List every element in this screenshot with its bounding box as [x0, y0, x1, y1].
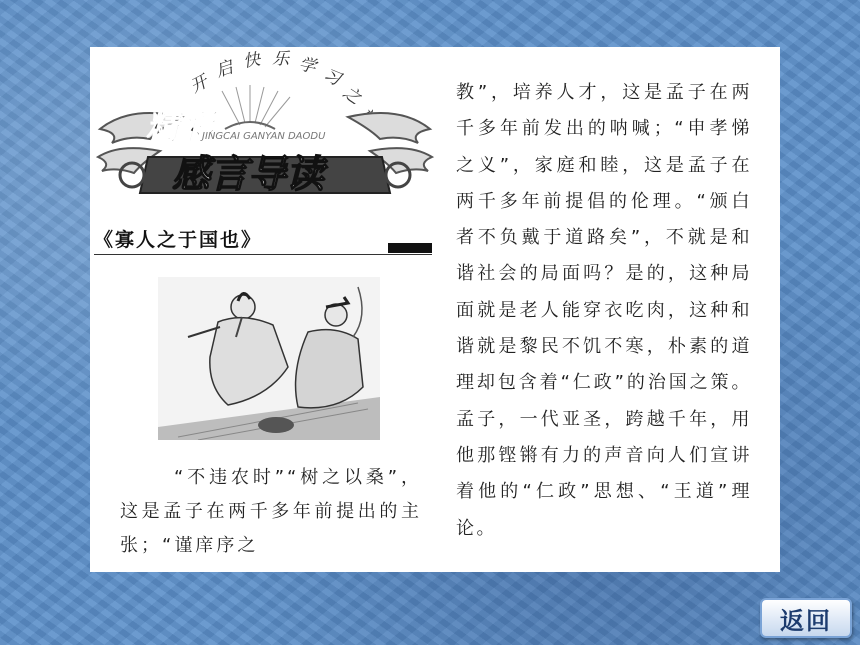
mencius-illustration	[158, 277, 380, 440]
banner-arc-char: 习	[320, 65, 344, 91]
banner-arc-char: 快	[241, 49, 262, 72]
banner-arc-char: 开	[186, 71, 212, 98]
title-divider	[94, 254, 432, 255]
banner-arc-char: 学	[296, 54, 318, 78]
banner-arc-char: 乐	[271, 49, 290, 70]
left-paragraph	[120, 461, 422, 563]
banner-pinyin: JINGCAI GANYAN DAODU	[202, 131, 326, 142]
reading-banner	[90, 47, 440, 217]
banner-title-top: 精彩	[146, 108, 214, 148]
banner-arc-char: 启	[213, 57, 236, 82]
content-page	[90, 47, 780, 572]
title-marker	[388, 243, 432, 253]
back-button[interactable]: 返回	[760, 598, 852, 638]
left-paragraph-text: “不违农时”“树之以桑”，这是孟子在两千多年前提出的主张；“谨庠序之	[120, 467, 422, 556]
banner-title-main: 感言导读	[172, 152, 325, 196]
book-icon	[222, 85, 290, 129]
right-paragraph: 教”，培养人才，这是孟子在两千多年前发出的呐喊；“申孝悌之义”，家庭和睦，这是孟子在两千多年前提倡的伦理。“颁白者不负戴于道路矣”，不就是和谐社会的局面吗？是的，这种局面就是老人能穿衣吃肉，这种和谐就是黎民不饥不寒，朴素的道理却包含着“仁政”的治国之策。孟子，一代亚圣，跨越千年，用他那铿锵有力的声音向人们宣讲着他的“仁政”思想、“王道”理论。	[456, 82, 752, 539]
section-title: 《寡人之于国也》	[94, 229, 263, 251]
banner-arc-char: 之	[339, 82, 365, 109]
